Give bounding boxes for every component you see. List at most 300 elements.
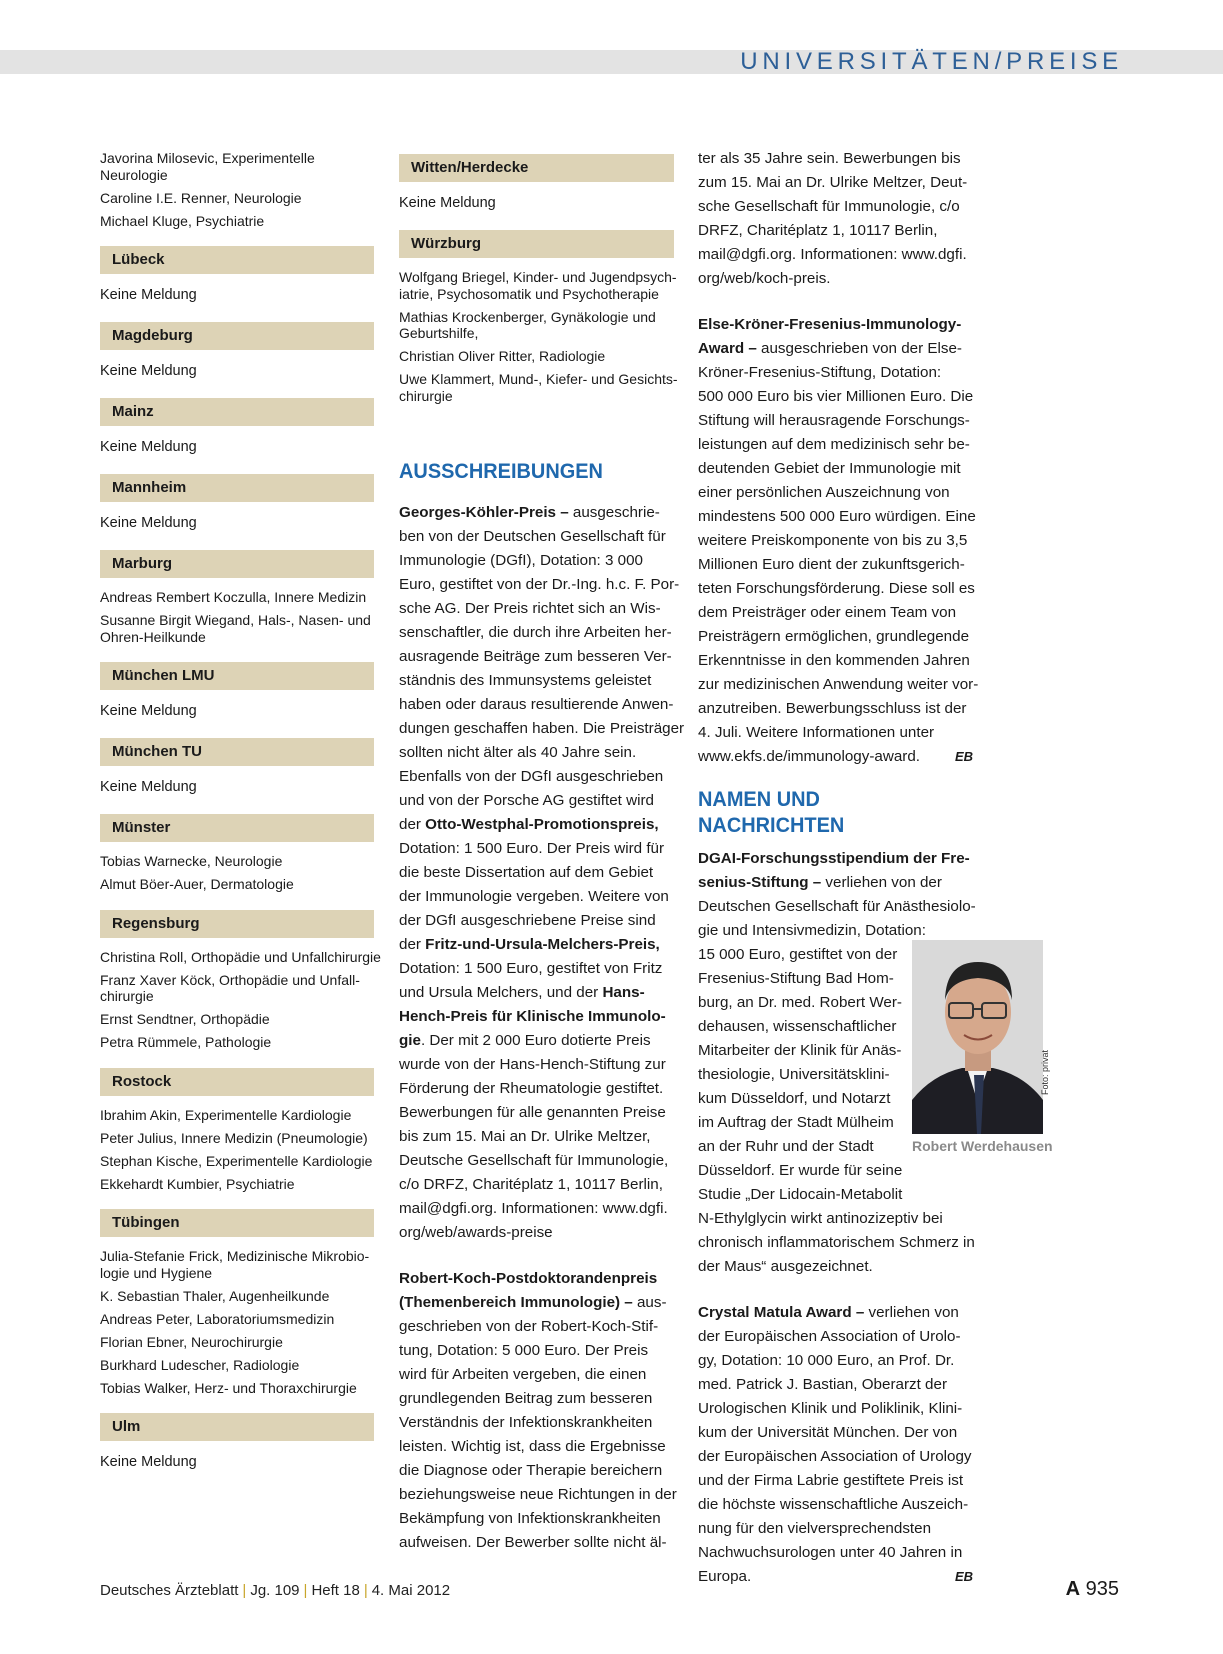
text-run: Mitarbeiter der Klinik für Anäs- — [698, 1042, 902, 1059]
text-run: Verständnis der Infektionskrankheiten — [399, 1414, 653, 1431]
list-item-line: Neurologie — [100, 166, 168, 183]
text-run: der — [399, 816, 426, 833]
text-run: kum der Universität München. Der von — [698, 1424, 958, 1441]
text-run: dem Preisträger oder einem Team von — [698, 604, 957, 621]
list-item-line: Michael Kluge, Psychiatrie — [100, 212, 265, 229]
list-item-line: Almut Böer-Auer, Dermatologie — [100, 876, 294, 892]
text-line — [399, 957, 674, 981]
spacer — [399, 1245, 674, 1267]
city-header: Lübeck — [100, 246, 374, 274]
text-run: N-Ethylglycin wirkt antinozizeptiv bei — [698, 1210, 943, 1227]
footer: Deutsches Ärzteblatt | Jg. 109 | Heft 18 | 4. Mai 2012 — [100, 1582, 451, 1599]
footer-date: 4. Mai 2012 — [371, 1582, 451, 1599]
list-item — [100, 1452, 374, 1472]
text-run: Kröner-Fresenius-Stiftung, Dotation: — [698, 364, 942, 381]
city-header: Würzburg — [399, 230, 674, 258]
text-run: Bewerbungen für alle genannten Preise — [399, 1104, 666, 1121]
text-line — [698, 1231, 973, 1255]
text-line — [698, 481, 973, 505]
text-run: kum Düsseldorf, und Notarzt — [698, 1090, 891, 1107]
text-run: tung, Dotation: 5 000 Euro. Der Preis — [399, 1342, 649, 1359]
list-item-line: Peter Julius, Innere Medizin (Pneumologie) — [100, 1129, 368, 1146]
list-item — [100, 972, 374, 1005]
list-item-line: Javorina Milosevic, Experimentelle — [100, 150, 315, 166]
text-run: haben oder daraus resultierende Anwen- — [399, 696, 674, 713]
list-item-line: Julia-Stefanie Frick, Medizinische Mikrobio- — [100, 1248, 370, 1264]
list-item-line: Petra Rümmele, Pathologie — [100, 1034, 272, 1050]
city-header: Magdeburg — [100, 322, 374, 350]
text-line — [698, 1325, 973, 1349]
bold-run: gie — [399, 1032, 421, 1049]
list-item-line: Keine Meldung — [399, 195, 496, 211]
text-line — [399, 1339, 674, 1363]
city-header: Tübingen — [100, 1209, 374, 1237]
list-item — [100, 1357, 374, 1374]
text-line — [399, 1029, 674, 1053]
list-item — [399, 371, 678, 404]
text-run: Fresenius-Stiftung Bad Hom- — [698, 970, 894, 987]
text-line — [399, 501, 674, 525]
list-item-line: Wolfgang Briegel, Kinder- und Jugendpsych- — [399, 269, 677, 285]
text-run: org/web/awards-preise — [399, 1224, 553, 1241]
text-run: der DGfI ausgeschriebene Preise sind — [399, 912, 656, 929]
column-1 — [100, 150, 381, 1472]
text-line — [698, 1517, 973, 1541]
text-run: im Auftrag der Stadt Mülheim — [698, 1114, 894, 1131]
text-run: med. Patrick J. Bastian, Oberarzt der — [698, 1376, 947, 1393]
bold-run: Georges-Köhler-Preis – — [399, 504, 569, 521]
text-line — [399, 1173, 674, 1197]
text-run: ständnis des Immunsystems geleistet — [399, 672, 652, 689]
text-line — [399, 765, 674, 789]
column-2 — [399, 150, 685, 1555]
text-line — [698, 1207, 973, 1231]
list-item-line: Andreas Rembert Koczulla, Innere Medizin — [100, 589, 367, 605]
text-line — [698, 313, 973, 337]
text-run: gie und Intensivmedizin, Dotation: — [698, 922, 926, 939]
text-line — [698, 847, 973, 871]
text-line — [698, 625, 973, 649]
list-item — [399, 269, 677, 302]
text-run: geschrieben von der Robert-Koch-Stif- — [399, 1318, 659, 1335]
list-item-line: Uwe Klammert, Mund-, Kiefer- und Gesichts- — [399, 371, 678, 387]
text-line — [399, 1315, 674, 1339]
list-item — [100, 777, 374, 797]
text-line — [399, 933, 674, 957]
text-line — [399, 1387, 674, 1411]
text-run: thesiologie, Universitätsklini- — [698, 1066, 890, 1083]
text-run: leisten. Wichtig ist, dass die Ergebnisse — [399, 1438, 666, 1455]
list-item-line: Keine Meldung — [100, 363, 197, 379]
text-line — [698, 1373, 973, 1397]
text-run: chronisch inflammatorischem Schmerz in — [698, 1234, 975, 1251]
text-line — [399, 1483, 677, 1507]
text-run: Studie „Der Lidocain-Metabolit — [698, 1186, 903, 1203]
list-item-line: Stephan Kische, Experimentelle Kardiologie — [100, 1152, 373, 1169]
text-line — [399, 669, 674, 693]
bold-run: senius-Stiftung – — [698, 874, 822, 891]
text-run: Europa. — [698, 1568, 752, 1585]
text-line — [698, 267, 973, 291]
text-line — [698, 1159, 973, 1183]
text-run: ben von der Deutschen Gesellschaft für — [399, 528, 666, 545]
text-run: verliehen von der — [821, 874, 942, 891]
text-line — [399, 1411, 674, 1435]
text-run: weitere Preiskomponente von bis zu 3,5 — [698, 532, 968, 549]
text-line — [399, 693, 674, 717]
text-line — [698, 1493, 973, 1517]
text-line — [698, 1541, 973, 1565]
text-line — [399, 1531, 674, 1555]
list-item — [100, 437, 374, 457]
list-item — [100, 589, 374, 606]
text-run: sollten nicht älter als 40 Jahre sein. — [399, 744, 637, 761]
list-item — [100, 1176, 374, 1193]
text-run: sche Gesellschaft für Immunologie, c/o — [698, 198, 960, 215]
bold-run: Fritz-und-Ursula-Melchers-Preis, — [425, 936, 660, 953]
text-run: und von der Porsche AG gestiftet wird — [399, 792, 654, 809]
text-run: der Maus“ ausgezeichnet. — [698, 1258, 873, 1275]
list-item — [100, 150, 374, 183]
bold-run: DGAI-Forschungsstipendium der Fre- — [698, 850, 970, 867]
list-item — [100, 701, 374, 721]
city-header: Mainz — [100, 398, 374, 426]
text-run: zur medizinischen Anwendung weiter vor- — [698, 676, 979, 693]
text-line — [698, 553, 973, 577]
text-run: dungen geschaffen haben. Die Preisträger — [399, 720, 685, 737]
text-line — [698, 601, 973, 625]
bold-run: Hans- — [602, 984, 645, 1001]
text-run: zum 15. Mai an Dr. Ulrike Meltzer, Deut- — [698, 174, 968, 191]
list-item-line: Geburtshilfe, — [399, 325, 479, 341]
city-header: Witten/Herdecke — [399, 154, 674, 182]
text-line — [698, 147, 973, 171]
text-run: und Ursula Melchers, und der — [399, 984, 603, 1001]
list-item — [399, 348, 674, 365]
bold-run: Crystal Matula Award – — [698, 1304, 865, 1321]
text-run: Dotation: 1 500 Euro. Der Preis wird für — [399, 840, 665, 857]
list-item-line: Keine Meldung — [100, 439, 197, 455]
list-item-line: Keine Meldung — [100, 779, 197, 795]
text-run: Deutsche Gesellschaft für Immunologie, — [399, 1152, 669, 1169]
text-line — [698, 895, 976, 919]
city-header: Mannheim — [100, 474, 374, 502]
text-line — [698, 673, 979, 697]
text-line — [399, 1435, 674, 1459]
text-run: mail@dgfi.org. Informationen: www.dgfi. — [698, 246, 967, 263]
photo-credit: Foto: privat — [1040, 1049, 1050, 1095]
text-line — [698, 171, 973, 195]
text-run: Bekämpfung von Infektionskrankheiten — [399, 1510, 661, 1527]
text-line — [399, 1197, 674, 1221]
list-item — [100, 948, 381, 966]
text-run: org/web/koch-preis. — [698, 270, 831, 287]
list-item — [100, 876, 374, 893]
list-item — [100, 1380, 374, 1397]
text-run: anzutreiben. Bewerbungsschluss ist der — [698, 700, 967, 717]
text-line — [698, 409, 973, 433]
list-item-line: Christina Roll, Orthopädie und Unfallchirurgie — [100, 948, 381, 965]
list-item — [100, 1130, 374, 1147]
text-run: Dotation: 1 500 Euro, gestiftet von Fritz — [399, 960, 663, 977]
text-run: und der Firma Labrie gestiftete Preis ist — [698, 1472, 964, 1489]
text-line — [399, 837, 674, 861]
text-run: www.ekfs.de/immunology-award. — [698, 748, 920, 765]
section-heading: NAMEN UND NACHRICHTEN — [698, 788, 845, 837]
text-run: ausragende Beiträge zum besseren Ver- — [399, 648, 672, 665]
section-heading: AUSSCHREIBUNGEN — [399, 460, 603, 483]
text-line — [399, 741, 674, 765]
text-line — [399, 525, 674, 549]
list-item — [100, 1288, 374, 1305]
text-line — [698, 1469, 973, 1493]
text-line — [698, 649, 973, 673]
text-run: ausgeschrieben von der Else- — [756, 340, 962, 357]
footer-issue: Heft 18 — [311, 1582, 360, 1599]
text-line — [698, 1349, 973, 1373]
text-run: Düsseldorf. Er wurde für seine — [698, 1162, 903, 1179]
text-run: Deutschen Gesellschaft für Anästhesiolo- — [698, 898, 976, 915]
list-item-line: Franz Xaver Köck, Orthopädie und Unfall- — [100, 971, 360, 988]
list-item-line: chirurgie — [100, 988, 154, 1004]
text-line — [399, 909, 674, 933]
text-run: . Der mit 2 000 Euro dotierte Preis — [420, 1032, 651, 1049]
text-line — [399, 789, 674, 813]
text-run: an der Ruhr und der Stadt — [698, 1138, 874, 1155]
text-run: gy, Dotation: 10 000 Euro, an Prof. Dr. — [698, 1352, 955, 1369]
text-line — [698, 745, 973, 769]
text-run: burg, an Dr. med. Robert Wer- — [698, 994, 902, 1011]
text-line — [698, 457, 973, 481]
text-run: 15 000 Euro, gestiftet von der — [698, 946, 898, 963]
list-item — [100, 513, 374, 533]
list-item-line: chirurgie — [399, 387, 453, 404]
list-item-line: Mathias Krockenberger, Gynäkologie und — [399, 308, 656, 325]
list-item — [100, 1034, 374, 1051]
footer-volume: Jg. 109 — [250, 1582, 300, 1599]
bold-run: Otto-Westphal-Promotionspreis, — [425, 816, 659, 833]
text-line — [698, 505, 976, 529]
list-item — [100, 1311, 374, 1328]
text-run: nung für den vielversprechendsten — [698, 1520, 932, 1537]
city-header: Marburg — [100, 550, 374, 578]
text-line — [399, 549, 674, 573]
text-line — [399, 1221, 674, 1245]
list-item — [100, 361, 374, 381]
column-3 — [698, 147, 979, 1589]
text-run: Stiftung will herausragende Forschungs- — [698, 412, 970, 429]
text-run: die Diagnose oder Therapie bereichern — [399, 1462, 663, 1479]
bold-run: Else-Kröner-Fresenius-Immunology- — [698, 316, 962, 333]
text-line — [399, 1053, 674, 1077]
text-line — [399, 573, 680, 597]
list-item-line: Ekkehardt Kumbier, Psychiatrie — [100, 1175, 295, 1192]
text-run: verliehen von — [864, 1304, 959, 1321]
text-run: 500 000 Euro bis vier Millionen Euro. Die — [698, 388, 974, 405]
city-header: München TU — [100, 738, 374, 766]
text-line — [399, 717, 685, 741]
text-run: mindestens 500 000 Euro würdigen. Eine — [698, 508, 976, 525]
text-run: der — [399, 936, 426, 953]
text-line — [399, 1101, 674, 1125]
text-run: Preisträgern ermöglichen, grundlegende — [698, 628, 970, 645]
text-run: sche AG. Der Preis richtet sich an Wis- — [399, 600, 661, 617]
list-item — [100, 853, 374, 870]
text-run: Euro, gestiftet von der Dr.-Ing. h.c. F. Por- — [399, 576, 680, 593]
photo-caption: Robert Werdehausen — [912, 1138, 1053, 1154]
city-header: Regensburg — [100, 910, 374, 938]
text-line — [698, 1421, 973, 1445]
text-run: ter als 35 Jahre sein. Bewerbungen bis — [698, 150, 961, 167]
text-run: die beste Dissertation auf dem Gebiet — [399, 864, 654, 881]
list-item — [100, 1248, 374, 1281]
text-run: teten Forschungsförderung. Diese soll es — [698, 580, 975, 597]
spacer — [698, 1279, 973, 1301]
text-line — [698, 577, 973, 601]
list-item-line: Susanne Birgit Wiegand, Hals-, Nasen- und — [100, 612, 371, 628]
text-run: Ebenfalls von der DGfI ausgeschrieben — [399, 768, 664, 785]
list-item-line: Keine Meldung — [100, 703, 197, 719]
spacer — [698, 291, 973, 313]
text-run: der Europäischen Association of Urolo- — [698, 1328, 961, 1345]
text-run: einer persönlichen Auszeichnung von — [698, 484, 950, 501]
text-line — [399, 1149, 674, 1173]
list-item-line: Caroline I.E. Renner, Neurologie — [100, 189, 302, 206]
text-run: Erkenntnisse in den kommenden Jahren — [698, 652, 970, 669]
text-run: aufweisen. Der Bewerber sollte nicht äl- — [399, 1534, 667, 1551]
author-initials: EB — [954, 1569, 973, 1584]
list-item — [399, 309, 674, 342]
list-item-line: Andreas Peter, Laboratoriumsmedizin — [100, 1310, 335, 1327]
text-line — [698, 697, 973, 721]
text-line — [698, 529, 973, 553]
text-line — [399, 621, 674, 645]
text-run: senschaftler, die durch ihre Arbeiten her- — [399, 624, 672, 641]
text-line — [399, 1005, 674, 1029]
list-item-line: Ohren-Heilkunde — [100, 628, 206, 645]
section-label: UNIVERSITÄTEN/PREISE — [740, 48, 1123, 75]
list-item — [100, 1011, 374, 1028]
text-line — [399, 1125, 674, 1149]
text-line — [399, 885, 674, 909]
text-run: Millionen Euro dient der zukunftsgerich- — [698, 556, 965, 573]
text-line — [399, 1267, 674, 1291]
bold-run: Award – — [698, 340, 757, 357]
list-item — [100, 190, 374, 207]
city-header: München LMU — [100, 662, 374, 690]
text-line — [698, 1255, 973, 1279]
city-header: Münster — [100, 814, 374, 842]
list-item — [100, 1153, 374, 1170]
text-line — [698, 871, 973, 895]
list-item-line: Keine Meldung — [100, 1454, 197, 1470]
text-run: Urologischen Klinik und Poliklinik, Klini- — [698, 1400, 963, 1417]
list-item-line: logie und Hygiene — [100, 1264, 213, 1281]
text-run: bis zum 15. Mai an Dr. Ulrike Meltzer, — [399, 1128, 651, 1145]
text-run: c/o DRFZ, Charitéplatz 1, 10117 Berlin, — [399, 1176, 663, 1193]
text-line — [698, 1397, 973, 1421]
list-item-line: K. Sebastian Thaler, Augenheilkunde — [100, 1287, 330, 1304]
text-run: der Europäischen Association of Urology — [698, 1448, 972, 1465]
list-item-line: Keine Meldung — [100, 287, 197, 303]
bold-run: (Themenbereich Immunologie) – — [399, 1294, 633, 1311]
text-run: 4. Juli. Weitere Informationen unter — [698, 724, 935, 741]
text-line — [698, 1301, 973, 1325]
text-line — [698, 243, 973, 267]
text-line — [399, 861, 674, 885]
city-header: Ulm — [100, 1413, 374, 1441]
text-line — [399, 1507, 674, 1531]
list-item — [100, 612, 374, 645]
text-line — [399, 597, 674, 621]
list-item-line: Ibrahim Akin, Experimentelle Kardiologie — [100, 1106, 352, 1123]
text-line — [698, 361, 973, 385]
text-run: aus- — [632, 1294, 667, 1311]
text-line — [399, 1077, 674, 1101]
text-run: Nachwuchsurologen unter 40 Jahren in — [698, 1544, 963, 1561]
text-line — [399, 645, 674, 669]
text-run: leistungen auf dem medizinisch sehr be- — [698, 436, 970, 453]
text-run: Förderung der Rheumatologie gestiftet. — [399, 1080, 664, 1097]
list-item-line: Tobias Walker, Herz- und Thoraxchirurgie — [100, 1379, 357, 1396]
text-run: DRFZ, Charitéplatz 1, 10117 Berlin, — [698, 222, 938, 239]
text-line — [399, 813, 674, 837]
text-line — [698, 385, 973, 409]
text-run: der Immunologie vergeben. Weitere von — [399, 888, 669, 905]
list-item — [399, 193, 674, 213]
list-item — [100, 1334, 374, 1351]
text-line — [698, 1183, 973, 1207]
list-item — [100, 285, 374, 305]
text-line — [698, 337, 973, 361]
text-line — [698, 1445, 973, 1469]
city-header: Rostock — [100, 1068, 374, 1096]
author-initials: EB — [954, 749, 973, 764]
list-item-line: Christian Oliver Ritter, Radiologie — [399, 348, 606, 364]
page-prefix: A — [1065, 1578, 1081, 1600]
text-run: deutenden Gebiet der Immunologie mit — [698, 460, 961, 477]
text-run: dehausen, wissenschaftlicher — [698, 1018, 897, 1035]
text-run: beziehungsweise neue Richtungen in der — [399, 1486, 677, 1503]
text-run: wurde von der Hans-Hench-Stiftung zur — [399, 1056, 666, 1073]
list-item-line: Ernst Sendtner, Orthopädie — [100, 1011, 270, 1027]
text-line — [399, 1363, 674, 1387]
text-line — [399, 1291, 674, 1315]
text-run: wird für Arbeiten vergeben, die einen — [399, 1366, 647, 1383]
text-line — [399, 981, 674, 1005]
text-line — [698, 1565, 973, 1589]
list-item-line: iatrie, Psychosomatik und Psychotherapie — [399, 285, 659, 302]
text-run: grundlegenden Beitrag zum besseren — [399, 1390, 653, 1407]
bold-run: Robert-Koch-Postdoktorandenpreis — [399, 1270, 658, 1287]
text-line — [698, 433, 973, 457]
footer-journal: Deutsches Ärzteblatt — [100, 1582, 239, 1599]
text-run: Immunologie (DGfI), Dotation: 3 000 — [399, 552, 643, 569]
list-item-line: Tobias Warnecke, Neurologie — [100, 853, 283, 869]
portrait-image — [912, 940, 1043, 1134]
page-number — [1066, 1578, 1119, 1601]
text-run: ausgeschrie- — [568, 504, 660, 521]
text-line — [698, 721, 973, 745]
text-line — [399, 1459, 674, 1483]
portrait-photo — [912, 940, 1043, 1134]
bold-run: Hench-Preis für Klinische Immunolo- — [399, 1008, 666, 1025]
page-value: 935 — [1085, 1578, 1119, 1600]
list-item-line: Burkhard Ludescher, Radiologie — [100, 1356, 300, 1373]
list-item — [100, 213, 374, 230]
list-item-line: Keine Meldung — [100, 515, 197, 531]
text-run: die höchste wissenschaftliche Auszeich- — [698, 1496, 969, 1513]
